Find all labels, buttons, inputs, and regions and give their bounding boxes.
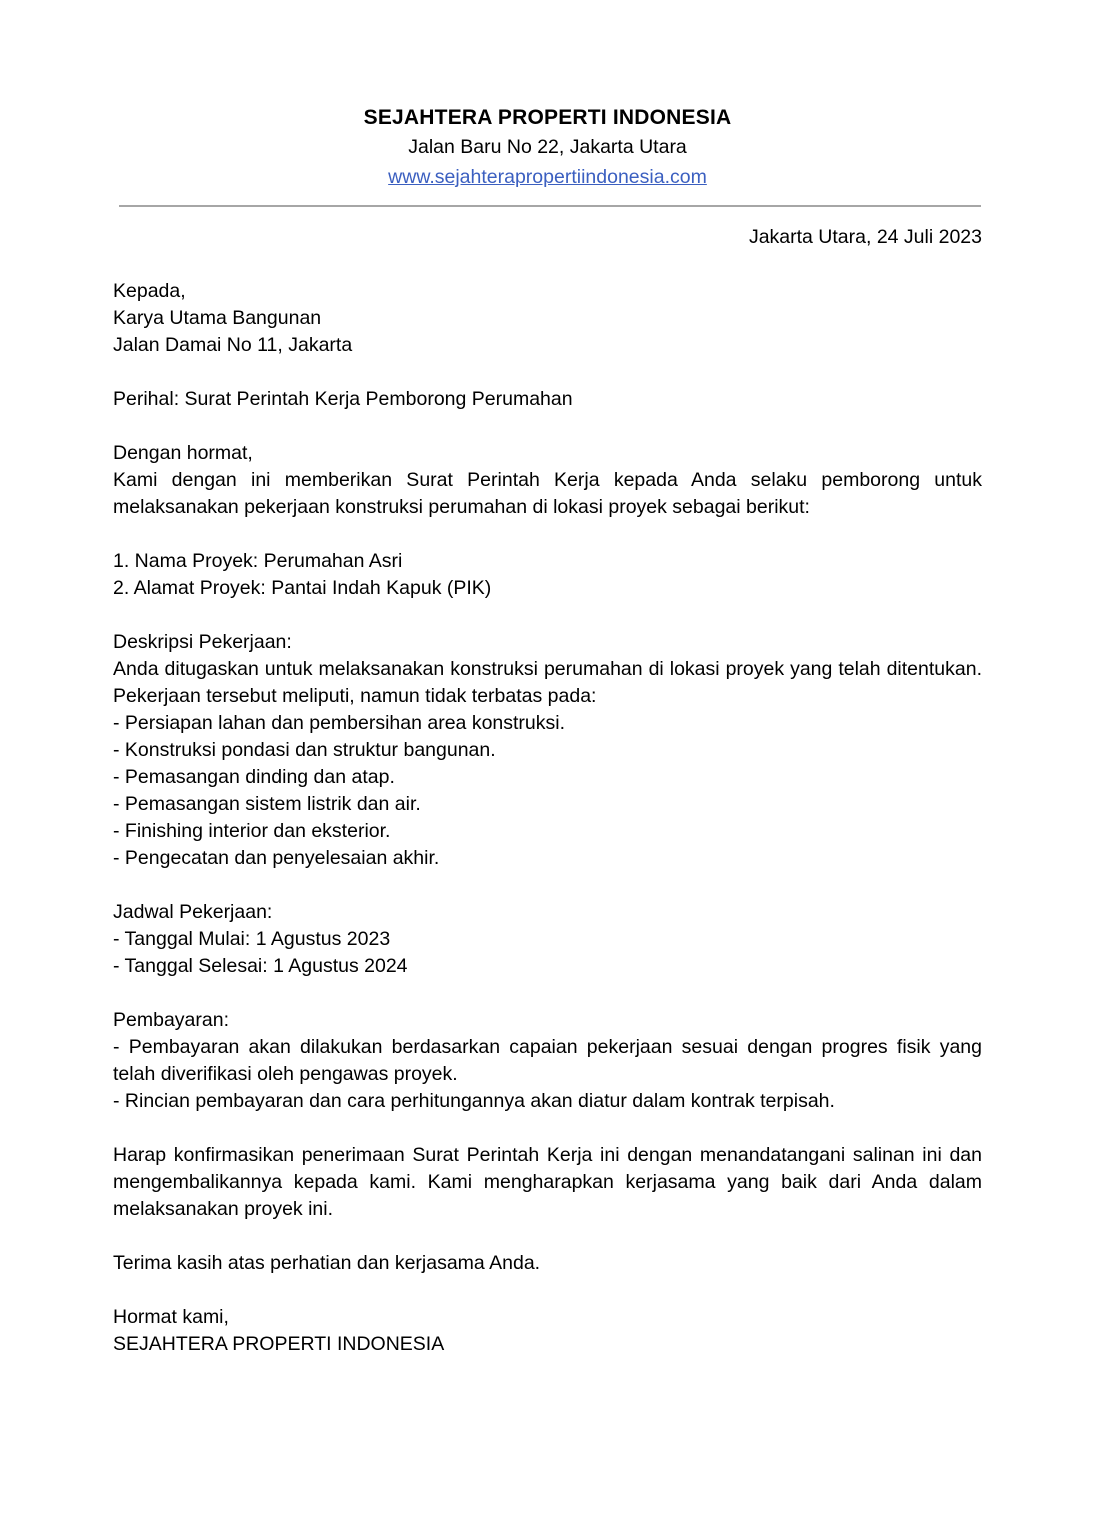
list-item: - Finishing interior dan eksterior. bbox=[113, 820, 391, 842]
letterhead bbox=[113, 0, 982, 192]
intro-paragraph: Kami dengan ini memberikan Surat Perintah Kerja kepada Anda selaku pemborong untuk melaksanakan pekerjaan konstruksi perumahan di lokasi proyek sebagai berikut: bbox=[113, 469, 982, 518]
list-item: - Pemasangan sistem listrik dan air. bbox=[113, 793, 421, 815]
thanks-paragraph: Terima kasih atas perhatian dan kerjasama Anda. bbox=[113, 1252, 541, 1274]
payment-heading: Pembayaran: bbox=[113, 1009, 229, 1031]
list-item: - Pengecatan dan penyelesaian akhir. bbox=[113, 847, 440, 869]
project-detail-item: 2. Alamat Proyek: Pantai Indah Kapuk (PIK) bbox=[113, 577, 492, 599]
recipient-name: Karya Utama Bangunan bbox=[113, 307, 322, 329]
work-description-list bbox=[113, 710, 982, 872]
company-address: Jalan Baru No 22, Jakarta Utara bbox=[408, 136, 687, 158]
company-website-line bbox=[113, 162, 982, 192]
company-name: SEJAHTERA PROPERTI INDONESIA bbox=[363, 106, 732, 129]
recipient-salutation: Kepada, bbox=[113, 280, 186, 302]
list-item: - Konstruksi pondasi dan struktur bangunan. bbox=[113, 739, 496, 761]
confirmation-paragraph: Harap konfirmasikan penerimaan Surat Perintah Kerja ini dengan menandatangani salinan ini dan mengembalikannya kepada kami. Kami mengharapkan kerjasama yang baik dari Anda dalam melaksanakan proyek ini. bbox=[113, 1144, 982, 1220]
company-website-link[interactable]: www.sejahterapropertiindonesia.com bbox=[388, 166, 707, 188]
list-item: - Pemasangan dinding dan atap. bbox=[113, 766, 395, 788]
greeting: Dengan hormat, bbox=[113, 442, 253, 464]
signature-closing: Hormat kami, bbox=[113, 1306, 229, 1328]
header-divider bbox=[119, 205, 981, 207]
signature-company: SEJAHTERA PROPERTI INDONESIA bbox=[113, 1333, 445, 1355]
schedule-heading: Jadwal Pekerjaan: bbox=[113, 901, 273, 923]
list-item: - Persiapan lahan dan pembersihan area konstruksi. bbox=[113, 712, 566, 734]
schedule-list bbox=[113, 926, 982, 980]
recipient-address: Jalan Damai No 11, Jakarta bbox=[113, 334, 353, 356]
signature-block bbox=[113, 1304, 982, 1358]
work-description-heading: Deskripsi Pekerjaan: bbox=[113, 631, 292, 653]
list-item: - Tanggal Selesai: 1 Agustus 2024 bbox=[113, 955, 408, 977]
letter-content bbox=[113, 0, 982, 1358]
dateline: Jakarta Utara, 24 Juli 2023 bbox=[748, 226, 982, 248]
list-item: - Tanggal Mulai: 1 Agustus 2023 bbox=[113, 928, 391, 950]
payment-item-1: - Pembayaran akan dilakukan berdasarkan capaian pekerjaan sesuai dengan progres fisik yang telah diverifikasi oleh pengawas proyek. bbox=[113, 1036, 982, 1085]
recipient-block bbox=[113, 278, 982, 359]
work-description-paragraph: Anda ditugaskan untuk melaksanakan konstruksi perumahan di lokasi proyek yang telah ditentukan. Pekerjaan tersebut meliputi, namun tidak terbatas pada: bbox=[113, 658, 982, 707]
payment-item-2: - Rincian pembayaran dan cara perhitungannya akan diatur dalam kontrak terpisah. bbox=[113, 1090, 835, 1112]
subject-line: Perihal: Surat Perintah Kerja Pemborong Perumahan bbox=[113, 388, 573, 410]
project-detail-item: 1. Nama Proyek: Perumahan Asri bbox=[113, 550, 403, 572]
project-details bbox=[113, 548, 982, 602]
